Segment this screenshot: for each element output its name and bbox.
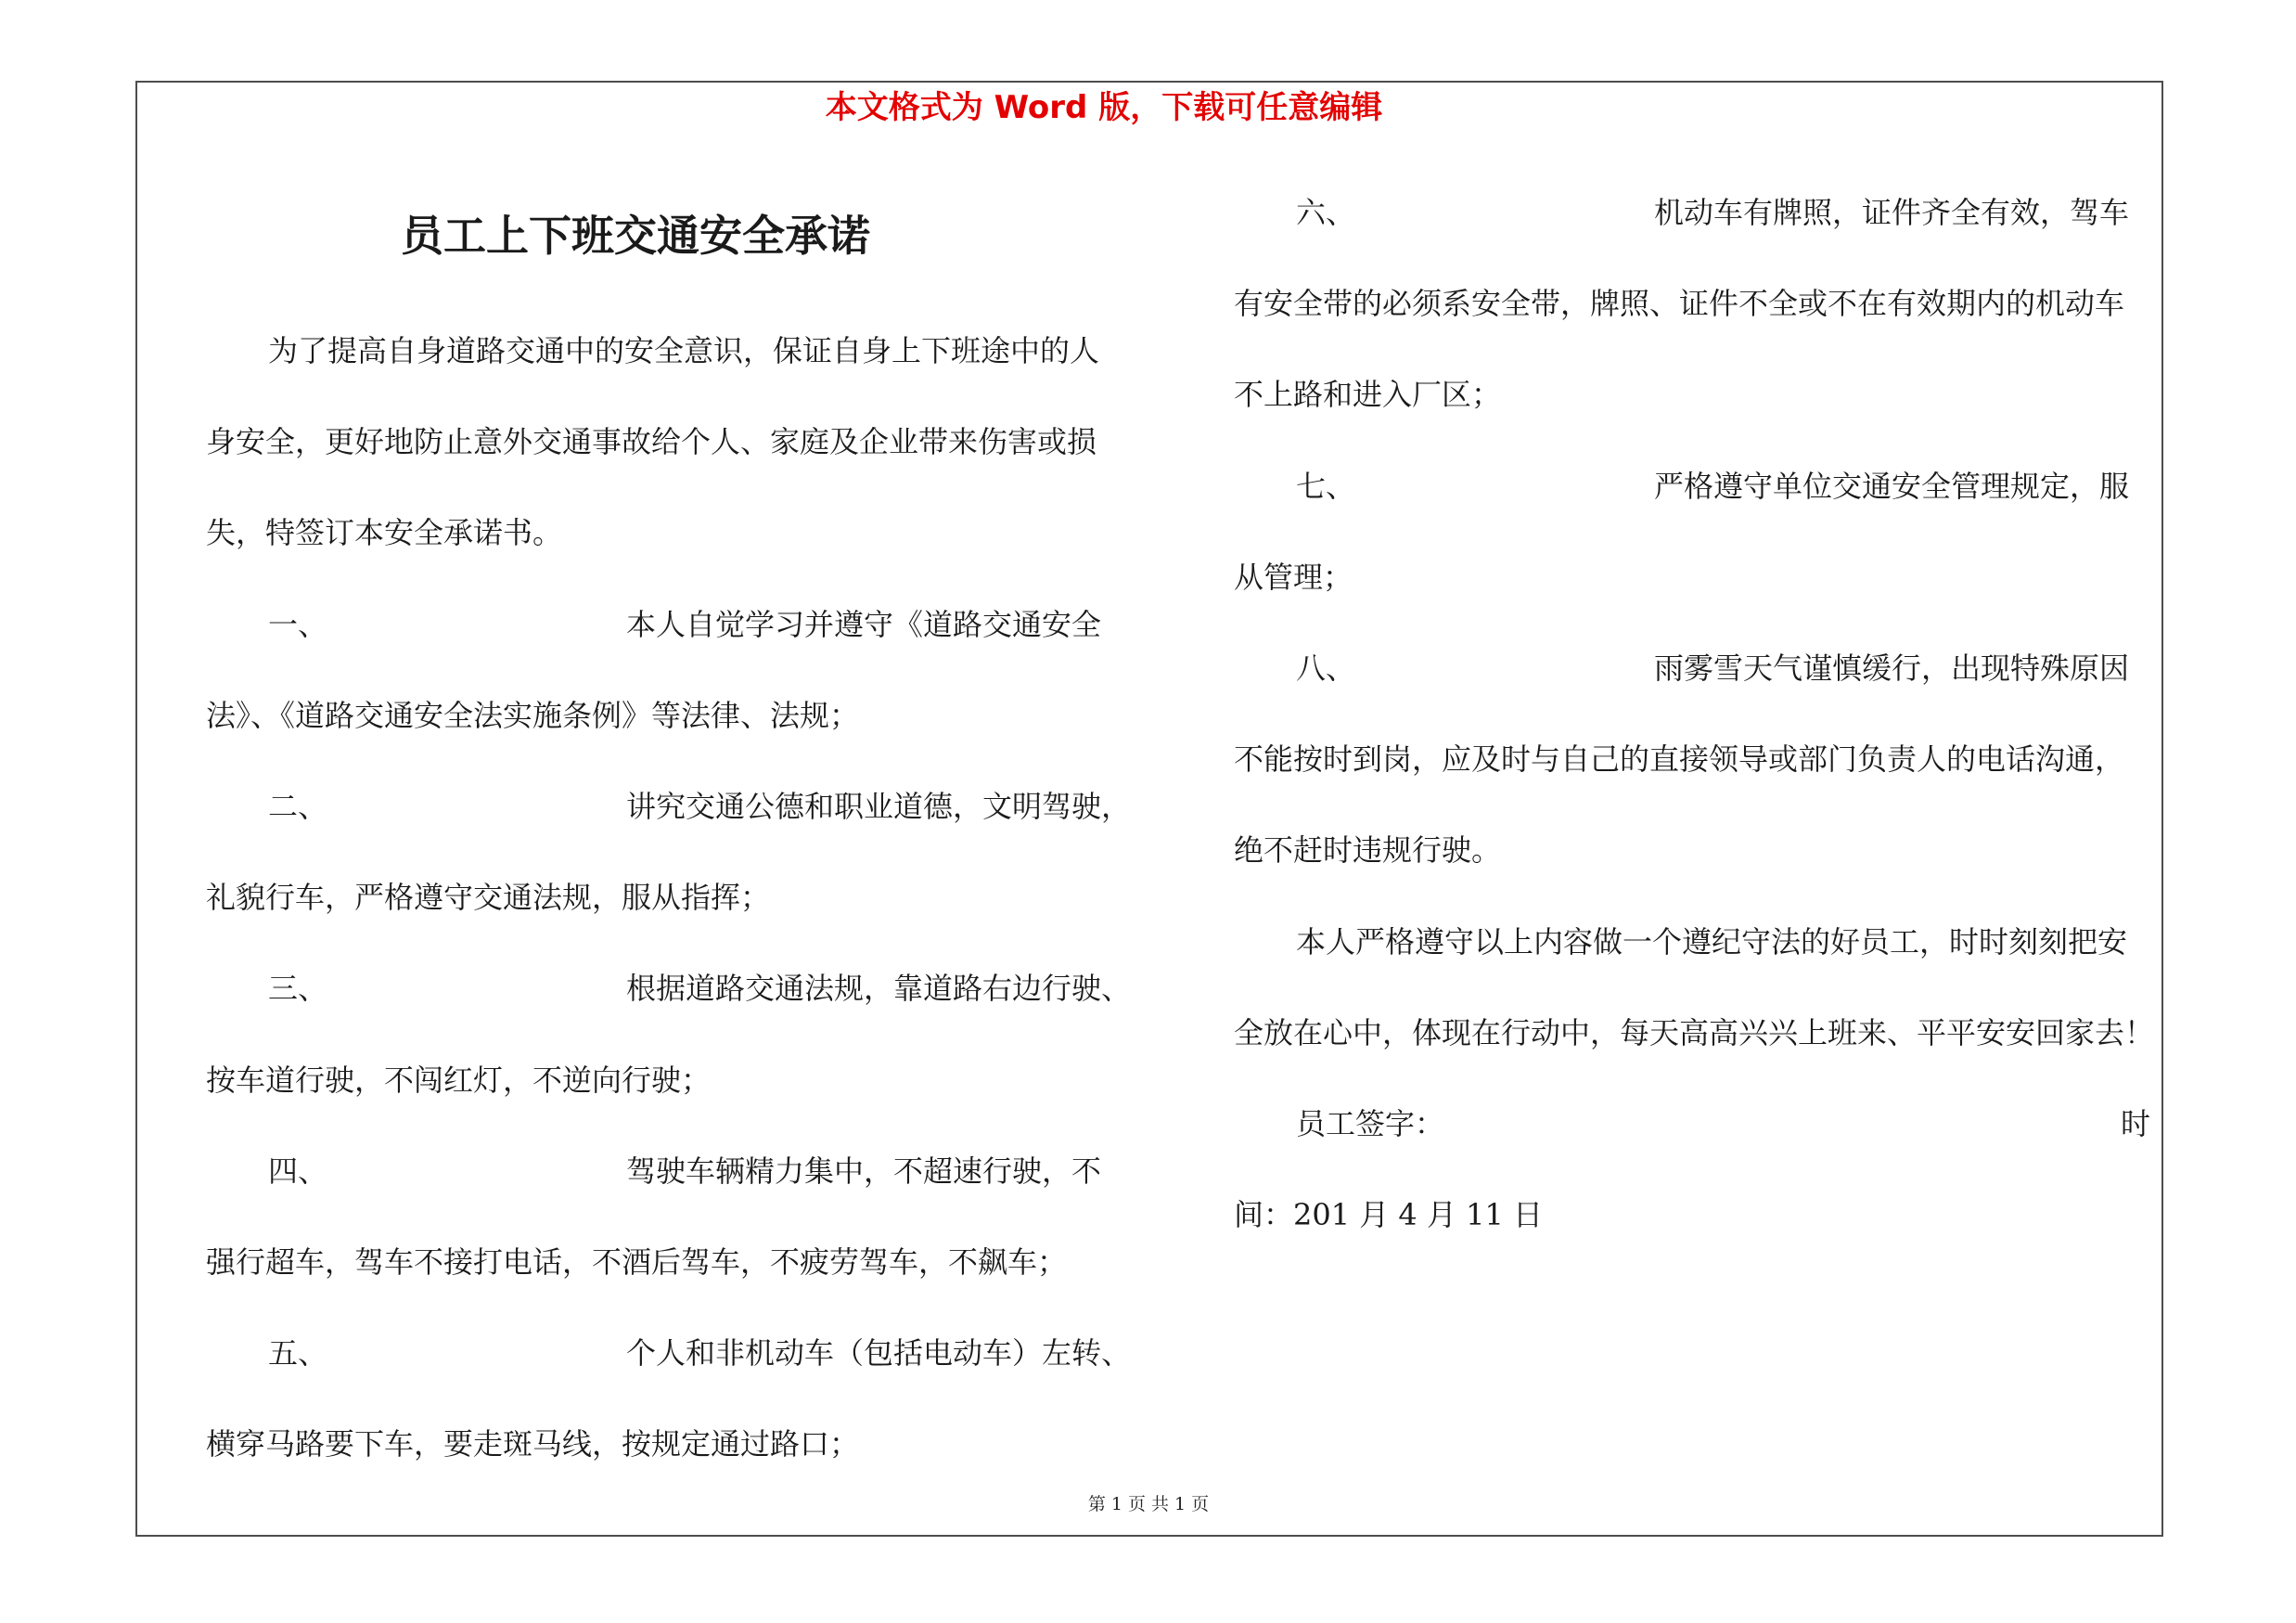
- page-number: 第 1 页 共 1 页: [1087, 1494, 1210, 1514]
- clause-text: 机动车有牌照，证件齐全有效，驾车: [1654, 195, 2130, 230]
- clause-number: 七、: [1296, 468, 1356, 504]
- clause-text: 根据道路交通法规，靠道路右边行驶、: [626, 971, 1132, 1007]
- clause-number: 六、: [1296, 195, 1356, 230]
- clause-text: 本人自觉学习并遵守《道路交通安全: [626, 606, 1102, 642]
- left-column: [206, 305, 1161, 1489]
- intro-line: 为了提高自身道路交通中的安全意识，保证自身上下班途中的人: [268, 333, 1100, 368]
- clause-number: 二、: [268, 788, 328, 824]
- intro-line: 身安全，更好地防止意外交通事故给个人、家庭及企业带来伤害或损: [206, 424, 1097, 460]
- clause-8: [1234, 623, 2171, 714]
- clause-text-line: 按车道行驶，不闯红灯，不逆向行驶；: [206, 1062, 712, 1098]
- clause-7: [1234, 441, 2171, 532]
- clause-text-line: 法》、《道路交通安全法实施条例》等法律、法规；: [206, 697, 860, 733]
- clause-text: 驾驶车辆精力集中，不超速行驶，不: [626, 1153, 1102, 1189]
- clause-number: 三、: [268, 971, 328, 1007]
- clause-1: [206, 579, 1161, 670]
- right-column: [1234, 167, 2171, 1260]
- closing-line: 本人严格遵守以上内容做一个遵纪守法的好员工，时时刻刻把安: [1296, 923, 2128, 960]
- clause-text: 讲究交通公德和职业道德，文明驾驶，: [626, 788, 1132, 824]
- signature-label: 员工签字：: [1296, 1105, 1445, 1141]
- clause-text: 雨雾雪天气谨慎缓行，出现特殊原因: [1654, 650, 2130, 686]
- clause-text-line: 横穿马路要下车，要走斑马线，按规定通过路口；: [206, 1426, 860, 1462]
- clause-number: 八、: [1296, 650, 1356, 686]
- signature-date: 间：201 月 4 月 11 日: [1234, 1197, 1544, 1233]
- clause-text-line: 礼貌行车，严格遵守交通法规，服从指挥；: [206, 880, 771, 916]
- clause-3: [206, 943, 1161, 1034]
- format-notice: 本文格式为 Word 版，下载可任意编辑: [825, 89, 1383, 126]
- intro-line: 失，特签订本安全承诺书。: [206, 515, 563, 551]
- clause-number: 五、: [268, 1335, 328, 1372]
- clause-number: 一、: [268, 606, 328, 642]
- closing-line: 全放在心中，体现在行动中，每天高高兴兴上班来、平平安安回家去！: [1234, 1014, 2155, 1050]
- clause-text-line: 不上路和进入厂区；: [1234, 377, 1502, 413]
- signature-time-head: 时: [2121, 1105, 2151, 1141]
- clause-2: [206, 761, 1161, 852]
- signature-line: [1234, 1078, 2171, 1169]
- clause-text-line: 有安全带的必须系安全带，牌照、证件不全或不在有效期内的机动车: [1234, 286, 2125, 322]
- clause-text: 严格遵守单位交通安全管理规定，服: [1654, 468, 2130, 504]
- clause-text-line: 不能按时到岗，应及时与自己的直接领导或部门负责人的电话沟通，: [1234, 741, 2125, 778]
- document-title: 员工上下班交通安全承诺: [401, 211, 870, 261]
- clause-6: [1234, 167, 2171, 258]
- clause-text-line: 强行超车，驾车不接打电话，不酒后驾车，不疲劳驾车，不飙车；: [206, 1243, 1068, 1280]
- clause-text-line: 从管理；: [1234, 559, 1353, 595]
- clause-number: 四、: [268, 1153, 328, 1189]
- clause-text-line: 绝不赶时违规行驶。: [1234, 832, 1502, 869]
- clause-5: [206, 1307, 1161, 1398]
- clause-4: [206, 1126, 1161, 1217]
- clause-text: 个人和非机动车（包括电动车）左转、: [626, 1335, 1132, 1372]
